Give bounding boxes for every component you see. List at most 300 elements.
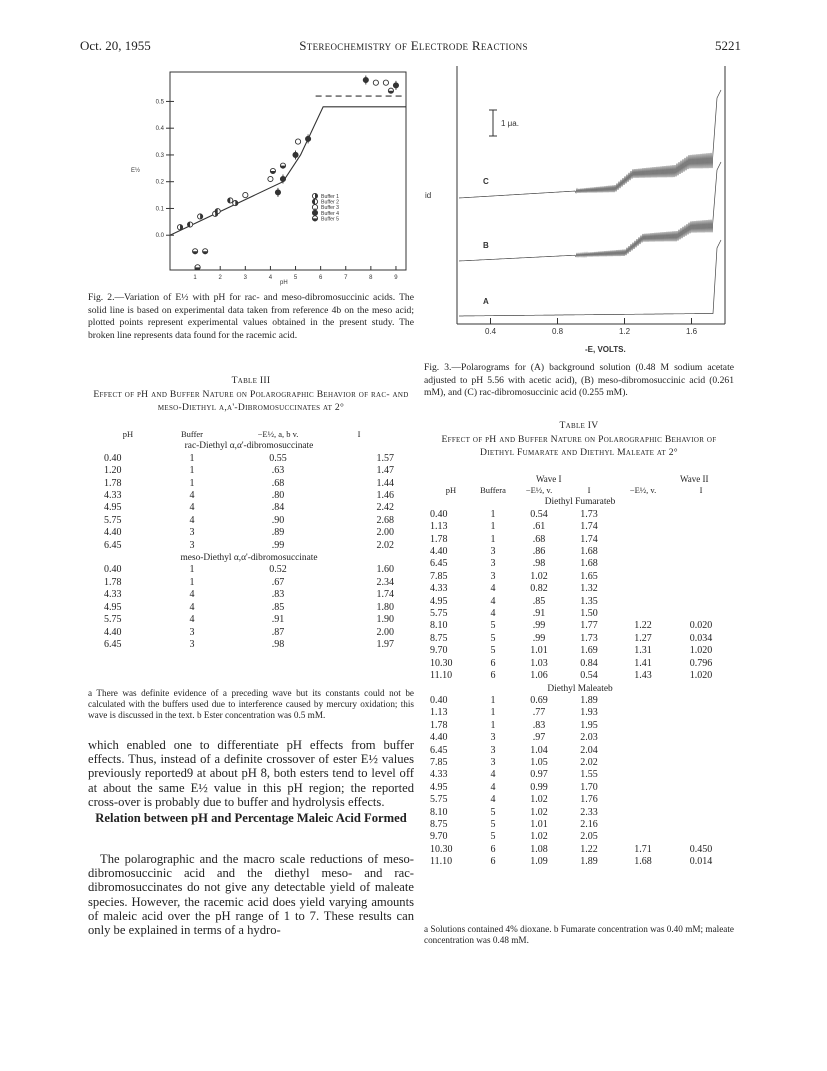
table4-cell [672, 509, 730, 521]
table3-row [104, 564, 394, 576]
table3-cell: 1.90 [376, 614, 394, 626]
table3-title: Effect of pH and Buffer Nature on Polarographic Behavior of rac- and meso-Diethyl α,α'-Dibromosuccinates at 2° [93, 389, 409, 413]
table4-cell: 1.74 [580, 533, 598, 545]
table4-footnote: a Solutions contained 4% dioxane. b Fumarate concentration was 0.40 mM; maleate concentration was 0.48 mM. [424, 924, 734, 945]
fig2-legend [312, 193, 339, 222]
table3-row [104, 540, 394, 552]
table4-row [430, 596, 730, 608]
table4-cell [672, 769, 730, 781]
table4-cell [672, 782, 730, 794]
table4-cell: 1 [490, 521, 496, 533]
table4-cell: 6.45 [430, 558, 448, 570]
table3-cell: .89 [271, 527, 285, 539]
table3-cell: .83 [271, 589, 285, 601]
table3-col-e-half: −E½, a, b v. [257, 429, 299, 439]
table4-cell: 10.30 [430, 657, 453, 669]
table4-cell: 1.41 [634, 657, 652, 669]
table3-row [104, 614, 394, 626]
table4-row [430, 658, 730, 670]
table3-row [104, 527, 394, 539]
fig3-curve-label: A [483, 297, 489, 306]
fig3-curve-c [459, 90, 721, 198]
table4-cell: 1.78 [430, 719, 448, 731]
table4-cell: 1.68 [634, 856, 652, 868]
table4-cell: 1.77 [580, 620, 598, 632]
table4-cell: 1.09 [530, 856, 548, 868]
fig3-x-tick-label: 1.2 [618, 327, 631, 336]
table3-cell: 6.45 [104, 638, 122, 650]
table4-cell [672, 831, 730, 843]
table4-cell: 1.27 [634, 632, 652, 644]
table3-cell: 1.80 [376, 601, 394, 613]
table4-row [430, 521, 730, 533]
table3-cell: .85 [271, 601, 285, 613]
table3-cell: .99 [271, 539, 285, 551]
table4-cell: 1.78 [430, 533, 448, 545]
table4-cell [672, 745, 730, 757]
table4-cell [672, 720, 730, 732]
table3-cell: .84 [271, 502, 285, 514]
table3-cell: .90 [271, 514, 285, 526]
table4-col-buffer: Buffera [480, 485, 506, 495]
fig2-x-tick-label: 3 [243, 275, 247, 281]
table3-row [104, 490, 394, 502]
table4-row [430, 745, 730, 757]
table4-row [430, 620, 730, 632]
table4-cell: 0.40 [430, 508, 448, 520]
table3-cell: 1.47 [376, 465, 394, 477]
table3-cell: 4.40 [104, 527, 122, 539]
table3-cell: 1.97 [376, 638, 394, 650]
table4-cell [614, 583, 672, 595]
table4-cell: 1.020 [689, 645, 713, 657]
table4-cell: 10.30 [430, 843, 453, 855]
table4-cell: 1.73 [580, 508, 598, 520]
fig2-x-tick-label: 2 [218, 275, 222, 281]
table4-cell: 4.95 [430, 595, 448, 607]
table4-cell [614, 720, 672, 732]
table4-cell: 1.55 [580, 769, 598, 781]
table3-row [104, 453, 394, 465]
table4-cell: 5 [490, 806, 496, 818]
table4-cell: 8.10 [430, 806, 448, 818]
fig3-curve-b [459, 162, 721, 261]
table4-section-name: Diethyl Maleateb [547, 683, 613, 694]
table4-cell: 1.02 [530, 570, 548, 582]
table4-cell [614, 819, 672, 831]
table4-row [430, 720, 730, 732]
fig2-y-tick-label: 0.3 [155, 152, 164, 159]
table4-cell: 1.74 [580, 521, 598, 533]
table3-row [104, 589, 394, 601]
fig3-x-tick-label: 1.6 [685, 327, 698, 336]
table4-row [430, 608, 730, 620]
table3 [104, 428, 394, 651]
table4-cell: 0.020 [689, 620, 713, 632]
table4-section-row [430, 683, 730, 695]
table4-cell: 9.70 [430, 831, 448, 843]
table4-cell: 8.10 [430, 620, 448, 632]
table4-cell [672, 571, 730, 583]
table3-cell: 4 [189, 601, 195, 613]
table4-row [430, 558, 730, 570]
table4-cell: 1.13 [430, 521, 448, 533]
fig2-x-ticks [193, 266, 398, 281]
table3-section-name: meso-Diethyl α,α'-dibromosuccinate [180, 553, 318, 564]
fig2-frame [170, 72, 406, 270]
table3-cell: 1.44 [376, 477, 394, 489]
table4-row [430, 571, 730, 583]
table4-cell: 7.85 [430, 756, 448, 768]
table4-cell: 0.97 [530, 769, 548, 781]
table3-cell: 3 [189, 638, 195, 650]
fig2-y-ticks [156, 99, 174, 239]
table3-row [104, 602, 394, 614]
table3-footnote: a There was definite evidence of a preceding wave but its constants could not be calculated with the buffers used due to interference caused by mercury oxidation; this wave is discussed in the text. b Ester concentration was 0.5 mM. [88, 688, 414, 720]
fig3-y-axis-label: id [425, 191, 432, 200]
table4-col-e-half-1: −E½, v. [525, 485, 553, 495]
table4-cell: 1.43 [634, 670, 652, 682]
table4 [430, 484, 730, 869]
table4-cell [614, 745, 672, 757]
table4-cell: 4.40 [430, 732, 448, 744]
table4-cell [672, 596, 730, 608]
fig2-y-tick-label: 0.4 [155, 126, 164, 133]
table4-cell: 8.75 [430, 818, 448, 830]
table4-cell: 0.54 [580, 670, 598, 682]
table3-col-i: I [357, 429, 361, 439]
table3-cell: 1.20 [104, 465, 122, 477]
table4-cell: 1.31 [634, 645, 652, 657]
table4-row [430, 695, 730, 707]
table3-cell: .67 [271, 576, 285, 588]
table4-title: Effect of pH and Buffer Nature on Polarographic Behavior of Diethyl Fumarate and Diethyl Maleate at 2° [441, 434, 717, 458]
table4-section-row [430, 496, 730, 508]
table4-header-row [430, 484, 730, 496]
table4-row [430, 794, 730, 806]
table4-cell: 1 [490, 707, 496, 719]
table4-cell [672, 695, 730, 707]
table4-cell [614, 794, 672, 806]
table4-cell: 1.04 [530, 744, 548, 756]
table3-cell: 4.95 [104, 601, 122, 613]
fig2-point [373, 80, 378, 85]
table4-cell [672, 521, 730, 533]
fig2-y-tick-label: 0.0 [155, 233, 164, 240]
table4-cell: 2.16 [580, 818, 598, 830]
table3-cell: 4.33 [104, 490, 122, 502]
table4-cell: 2.02 [580, 756, 598, 768]
table4-cell: 11.10 [430, 856, 453, 868]
table3-section-row [104, 552, 394, 564]
table4-cell: 9.70 [430, 645, 448, 657]
table4-cell: 1.69 [580, 645, 598, 657]
table4-cell [672, 558, 730, 570]
table3-cell: 2.02 [376, 539, 394, 551]
table4-cell: 0.99 [530, 781, 548, 793]
table4-cell [614, 732, 672, 744]
table4-cell: .68 [532, 533, 546, 545]
body-paragraph-1: which enabled one to differentiate pH effects from buffer effects. Thus, instead of a definite crossover of ester E½ values previously reported9 at about pH 8, both esters tend to level off at about the same E½ value in this pH region; the reported cross-over is probably due to buffer and hydrolysis effects. [88, 738, 414, 809]
table4-cell: 1.93 [580, 707, 598, 719]
table3-cell: 4.40 [104, 626, 122, 638]
table3-cell: 4 [189, 589, 195, 601]
table4-cell: 3 [490, 744, 496, 756]
fig3-caption: Fig. 3.—Polarograms for (A) background solution (0.48 M sodium acetate adjusted to pH 5.56 with acetic acid), (B) meso-dibromosuccinic acid (0.261 mM), and (C) rac-dibromosuccinic acid (0.255 mM). [424, 362, 734, 399]
table4-row [430, 732, 730, 744]
table3-cell: 1 [189, 465, 195, 477]
table4-cell: 0.014 [689, 856, 713, 868]
fig3-x-ticks [485, 318, 698, 336]
table4-cell: 0.82 [530, 583, 548, 595]
table4-cell: 5 [490, 831, 496, 843]
table4-cell: 1.020 [689, 670, 713, 682]
table3-cell: 0.55 [269, 452, 287, 464]
table4-cell: 1 [490, 719, 496, 731]
table4-cell: 1.89 [580, 694, 598, 706]
table4-row [430, 534, 730, 546]
fig2-point [268, 176, 273, 181]
table4-cell: .85 [532, 595, 546, 607]
table3-cell: 5.75 [104, 614, 122, 626]
table4-cell [614, 571, 672, 583]
table4-cell: 1.50 [580, 608, 598, 620]
table3-cell: 2.68 [376, 514, 394, 526]
table4-cell: 5 [490, 620, 496, 632]
table4-cell: .77 [532, 707, 546, 719]
table4-cell: 1.02 [530, 794, 548, 806]
table4-cell [672, 534, 730, 546]
table4-cell: 1.08 [530, 843, 548, 855]
table4-cell: 1.22 [634, 620, 652, 632]
table4-cell: .99 [532, 632, 546, 644]
table3-number: Table III [231, 375, 271, 386]
table3-row [104, 577, 394, 589]
table3-cell: 5.75 [104, 514, 122, 526]
table4-row [430, 769, 730, 781]
table4-cell: 1.05 [530, 756, 548, 768]
table3-cell: 2.42 [376, 502, 394, 514]
table3-cell: 3 [189, 626, 195, 638]
table3-row [104, 502, 394, 514]
table3-cell: 1.57 [376, 452, 394, 464]
table3-cell: 4.95 [104, 502, 122, 514]
table4-cell: 2.03 [580, 732, 598, 744]
table4-row [430, 645, 730, 657]
fig2-y-tick-label: 0.1 [155, 206, 164, 213]
table4-cell: 3 [490, 558, 496, 570]
table4-cell [614, 546, 672, 558]
table3-cell: 1.74 [376, 589, 394, 601]
table4-row [430, 856, 730, 868]
table3-cell: 4 [189, 502, 195, 514]
table4-cell [614, 831, 672, 843]
table4-cell: 5 [490, 632, 496, 644]
table4-col-i-1: I [587, 485, 591, 495]
fig2-x-tick-label: 1 [193, 275, 197, 281]
table4-cell: 4 [490, 769, 496, 781]
table4-cell [614, 596, 672, 608]
table3-cell: .87 [271, 626, 285, 638]
table4-cell [614, 534, 672, 546]
table3-row [104, 627, 394, 639]
table4-cell: 4 [490, 781, 496, 793]
table4-cell: 1.01 [530, 818, 548, 830]
table4-cell: 1.22 [580, 843, 598, 855]
table4-cell: .61 [532, 521, 546, 533]
table4-cell: 7.85 [430, 570, 448, 582]
table4-cell [614, 782, 672, 794]
table4-cell: 1 [490, 694, 496, 706]
table4-row [430, 546, 730, 558]
table4-cell: 2.33 [580, 806, 598, 818]
table4-cell: 1.95 [580, 719, 598, 731]
fig2-legend-label: Buffer 2 [321, 199, 340, 206]
table4-cell: 0.034 [689, 632, 713, 644]
table4-cell: 1.02 [530, 806, 548, 818]
table4-cell: .99 [532, 620, 546, 632]
table4-cell: .83 [532, 719, 546, 731]
table4-cell: 4 [490, 583, 496, 595]
table4-col-i-2: I [699, 485, 703, 495]
table4-cell [672, 732, 730, 744]
fig3-curve-label: B [483, 241, 489, 250]
table4-row [430, 757, 730, 769]
table4-cell [614, 807, 672, 819]
table4-wave1-label: Wave I [536, 474, 562, 484]
table4-cell: 1.73 [580, 632, 598, 644]
table4-cell: 4 [490, 608, 496, 620]
table4-cell: 11.10 [430, 670, 453, 682]
table4-cell [614, 707, 672, 719]
fig3-x-axis-label: -E, VOLTS. [585, 345, 626, 354]
table3-row [104, 515, 394, 527]
header-title: Stereochemistry of Electrode Reactions [299, 38, 528, 53]
table4-row [430, 831, 730, 843]
fig2-x-tick-label: 8 [369, 275, 373, 281]
fig2-point [243, 192, 248, 197]
table3-cell: 0.40 [104, 564, 122, 576]
table4-cell [614, 757, 672, 769]
table3-row [104, 465, 394, 477]
table4-row [430, 509, 730, 521]
table3-cell: .68 [271, 477, 285, 489]
table4-cell: 1.71 [634, 843, 652, 855]
table4-cell: 1.65 [580, 570, 598, 582]
table4-row [430, 844, 730, 856]
table4-cell: 6 [490, 843, 496, 855]
table4-cell: 3 [490, 756, 496, 768]
table3-cell: 4 [189, 614, 195, 626]
fig2-x-tick-label: 6 [318, 275, 323, 281]
table4-cell: 1.35 [580, 595, 598, 607]
fig2-chart [110, 60, 420, 290]
table4-cell: .86 [532, 546, 546, 558]
table4-cell: 1.06 [530, 670, 548, 682]
table4-cell: 5.75 [430, 794, 448, 806]
table3-header-row [104, 428, 394, 440]
table3-cell: .63 [271, 465, 285, 477]
table4-cell: 6 [490, 856, 496, 868]
table4-cell [672, 546, 730, 558]
table4-col-e-half-2: −E½, v. [629, 485, 657, 495]
table3-cell: 1 [189, 452, 195, 464]
table4-cell: 6 [490, 670, 496, 682]
fig2-legend-label: Buffer 4 [321, 210, 340, 217]
table4-cell: 1.68 [580, 558, 598, 570]
table3-cell: 6.45 [104, 539, 122, 551]
header-date: Oct. 20, 1955 [80, 38, 151, 53]
table4-row [430, 807, 730, 819]
table3-cell: .91 [271, 614, 285, 626]
table4-cell [672, 819, 730, 831]
table4-cell: 2.05 [580, 831, 598, 843]
table4-row [430, 583, 730, 595]
fig2-x-tick-label: 4 [268, 275, 273, 281]
table4-cell: 1.68 [580, 546, 598, 558]
fig2-x-tick-label: 9 [394, 275, 398, 281]
fig3-x-tick-label: 0.4 [484, 327, 497, 336]
table3-cell: 1 [189, 576, 195, 588]
table4-number: Table IV [559, 420, 599, 431]
table4-cell [614, 509, 672, 521]
table4-row [430, 670, 730, 682]
table3-cell: 2.00 [376, 626, 394, 638]
table4-cell: 1.02 [530, 831, 548, 843]
table3-section-row [104, 440, 394, 452]
table4-col-ph: pH [445, 485, 457, 495]
table4-cell: 5 [490, 645, 496, 657]
table4-cell: 0.69 [530, 694, 548, 706]
table4-cell: 0.450 [689, 843, 713, 855]
table3-col-ph: pH [122, 429, 134, 439]
fig3-scale-label: 1 μa. [501, 119, 519, 128]
fig3-chart [425, 58, 735, 360]
table3-row [104, 639, 394, 651]
table3-cell: 4 [189, 490, 195, 502]
fig2-point [295, 139, 300, 144]
table4-cell: 4 [490, 595, 496, 607]
table4-cell: 1.76 [580, 794, 598, 806]
table4-cell: 4.33 [430, 583, 448, 595]
table3-cell: 2.34 [376, 576, 394, 588]
table3-col-buffer: Buffer [180, 429, 204, 439]
fig2-y-tick-label: 0.5 [155, 99, 164, 106]
table3-cell: 0.40 [104, 452, 122, 464]
table4-cell [614, 558, 672, 570]
table4-cell: 1 [490, 533, 496, 545]
table4-cell: 2.04 [580, 744, 598, 756]
table4-cell: 4 [490, 794, 496, 806]
table4-cell: 0.54 [530, 508, 548, 520]
table4-row [430, 707, 730, 719]
table3-cell: 1.46 [376, 490, 394, 502]
fig2-x-tick-label: 5 [293, 275, 298, 281]
table4-cell [614, 521, 672, 533]
fig3-curves [459, 90, 721, 316]
table3-cell: 4.33 [104, 589, 122, 601]
table4-cell [672, 608, 730, 620]
fig2-points [177, 76, 398, 270]
table4-cell: 4.33 [430, 769, 448, 781]
table4-cell: 4.40 [430, 546, 448, 558]
table3-cell: 1.78 [104, 477, 122, 489]
fig3-curve-a [459, 240, 721, 316]
table3-cell: 3 [189, 527, 195, 539]
fig2-point [383, 80, 388, 85]
table3-cell: 4 [189, 514, 195, 526]
table4-cell: 1.32 [580, 583, 598, 595]
